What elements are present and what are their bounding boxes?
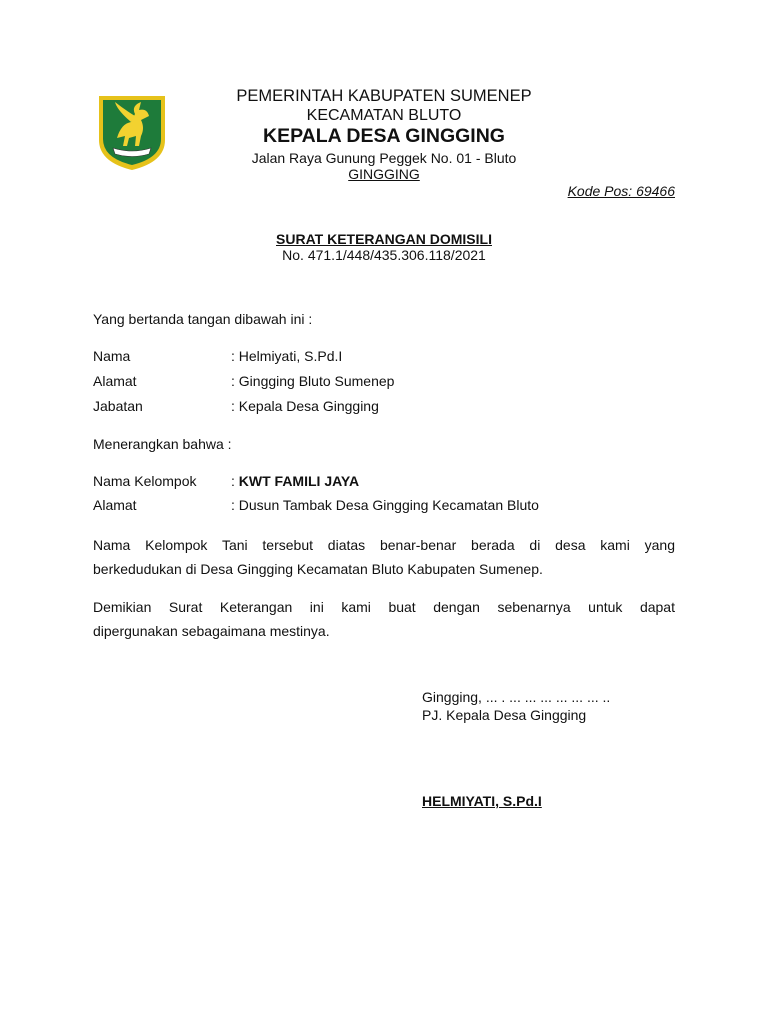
- field-value: : Kepala Desa Gingging: [231, 398, 379, 414]
- intro-text: Yang bertanda tangan dibawah ini :: [93, 311, 313, 327]
- field-label: Nama: [93, 348, 131, 364]
- paragraph-line: dipergunakan sebagaimana mestinya.: [93, 623, 330, 639]
- signer-row-name: [93, 348, 342, 364]
- field-label: Alamat: [93, 497, 137, 513]
- letter-title: SURAT KETERANGAN DOMISILI: [276, 231, 492, 247]
- paragraph-closing: [93, 595, 675, 643]
- letter-number: No. 471.1/448/435.306.118/2021: [282, 247, 486, 263]
- paragraph-line: berkedudukan di Desa Gingging Kecamatan Bluto Kabupaten Sumenep.: [93, 561, 543, 577]
- signature-name: HELMIYATI, S.Pd.I: [422, 793, 542, 809]
- header-government: PEMERINTAH KABUPATEN SUMENEP: [236, 87, 532, 105]
- header-district: KECAMATAN BLUTO: [306, 107, 462, 124]
- paragraph-statement: [93, 533, 675, 581]
- paragraph-line: Demikian Surat Keterangan ini kami buat dengan sebenarnya untuk dapat: [93, 599, 675, 615]
- field-value: : Gingging Bluto Sumenep: [231, 373, 395, 389]
- signer-row-address: [93, 373, 394, 389]
- field-label: Jabatan: [93, 398, 143, 414]
- group-row-name: [93, 473, 359, 489]
- paragraph-line: Nama Kelompok Tani tersebut diatas benar-benar berada di desa kami yang: [93, 537, 675, 553]
- group-row-address: [93, 497, 539, 513]
- field-value: KWT FAMILI JAYA: [238, 473, 360, 489]
- postal-code: Kode Pos: 69466: [567, 183, 675, 199]
- field-value: : Helmiyati, S.Pd.I: [231, 348, 343, 364]
- field-value: : Dusun Tambak Desa Gingging Kecamatan Bluto: [231, 497, 539, 513]
- explains-text: Menerangkan bahwa :: [93, 436, 232, 452]
- signature-position: PJ. Kepala Desa Gingging: [422, 707, 587, 723]
- signature-place-date: Gingging, ... . ... ... ... ... ... ... ..: [422, 689, 611, 705]
- header-address: Jalan Raya Gunung Peggek No. 01 - Bluto: [251, 150, 517, 166]
- signer-row-position: [93, 398, 379, 414]
- header-office: KEPALA DESA GINGGING: [263, 125, 505, 147]
- field-label: Nama Kelompok: [93, 473, 197, 489]
- field-separator: :: [231, 473, 239, 489]
- header-village: GINGGING: [348, 166, 420, 182]
- field-label: Alamat: [93, 373, 137, 389]
